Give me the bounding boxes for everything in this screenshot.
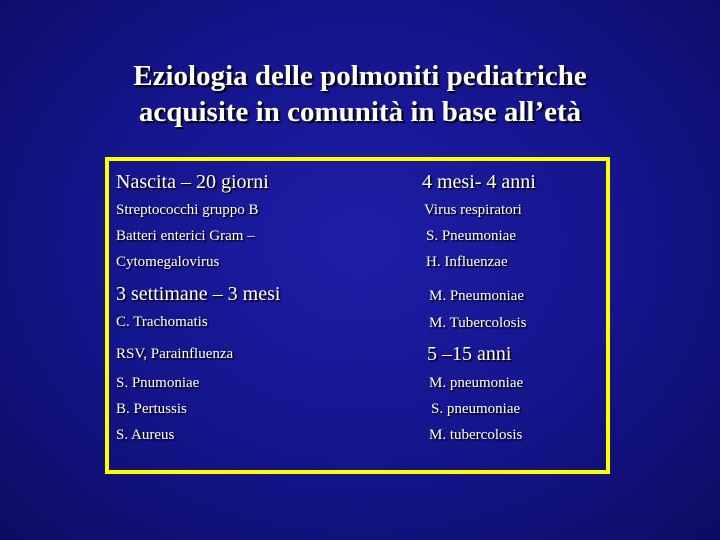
slide-title [0,58,720,130]
pathogen-item: S. Pnumoniae [116,375,200,391]
pathogen-item: Virus respiratori [424,202,522,218]
heading-5-15-years: 5 –15 anni [427,343,512,365]
heading-4-months-4-years: 4 mesi- 4 anni [422,171,536,193]
heading-birth-20-days: Nascita – 20 giorni [116,171,269,193]
heading-3-weeks-3-months: 3 settimane – 3 mesi [116,283,281,305]
title-line-1: Eziologia delle polmoniti pediatriche [133,60,587,92]
title-line-2: acquisite in comunità in base all’età [138,96,582,128]
pathogen-item: S. Aureus [116,427,175,443]
pathogen-item: M. tubercolosis [429,427,523,443]
pathogen-item: Cytomegalovirus [116,254,220,270]
pathogen-item: RSV, Parainfluenza [116,346,234,362]
pathogen-item: S. Pneumoniae [426,228,516,244]
pathogen-item: Streptococchi gruppo B [116,202,259,218]
pathogen-item: S. pneumoniae [431,401,521,417]
pathogen-item: Batteri enterici Gram – [116,228,255,244]
pathogen-item: B. Pertussis [116,401,187,417]
pathogen-item: H. Influenzae [426,254,508,270]
pathogen-item: M. pneumoniae [429,375,524,391]
pathogen-item: M. Pneumoniae [429,288,524,304]
pathogen-item: M. Tubercolosis [429,315,527,331]
pathogen-item: C. Trachomatis [116,314,208,330]
